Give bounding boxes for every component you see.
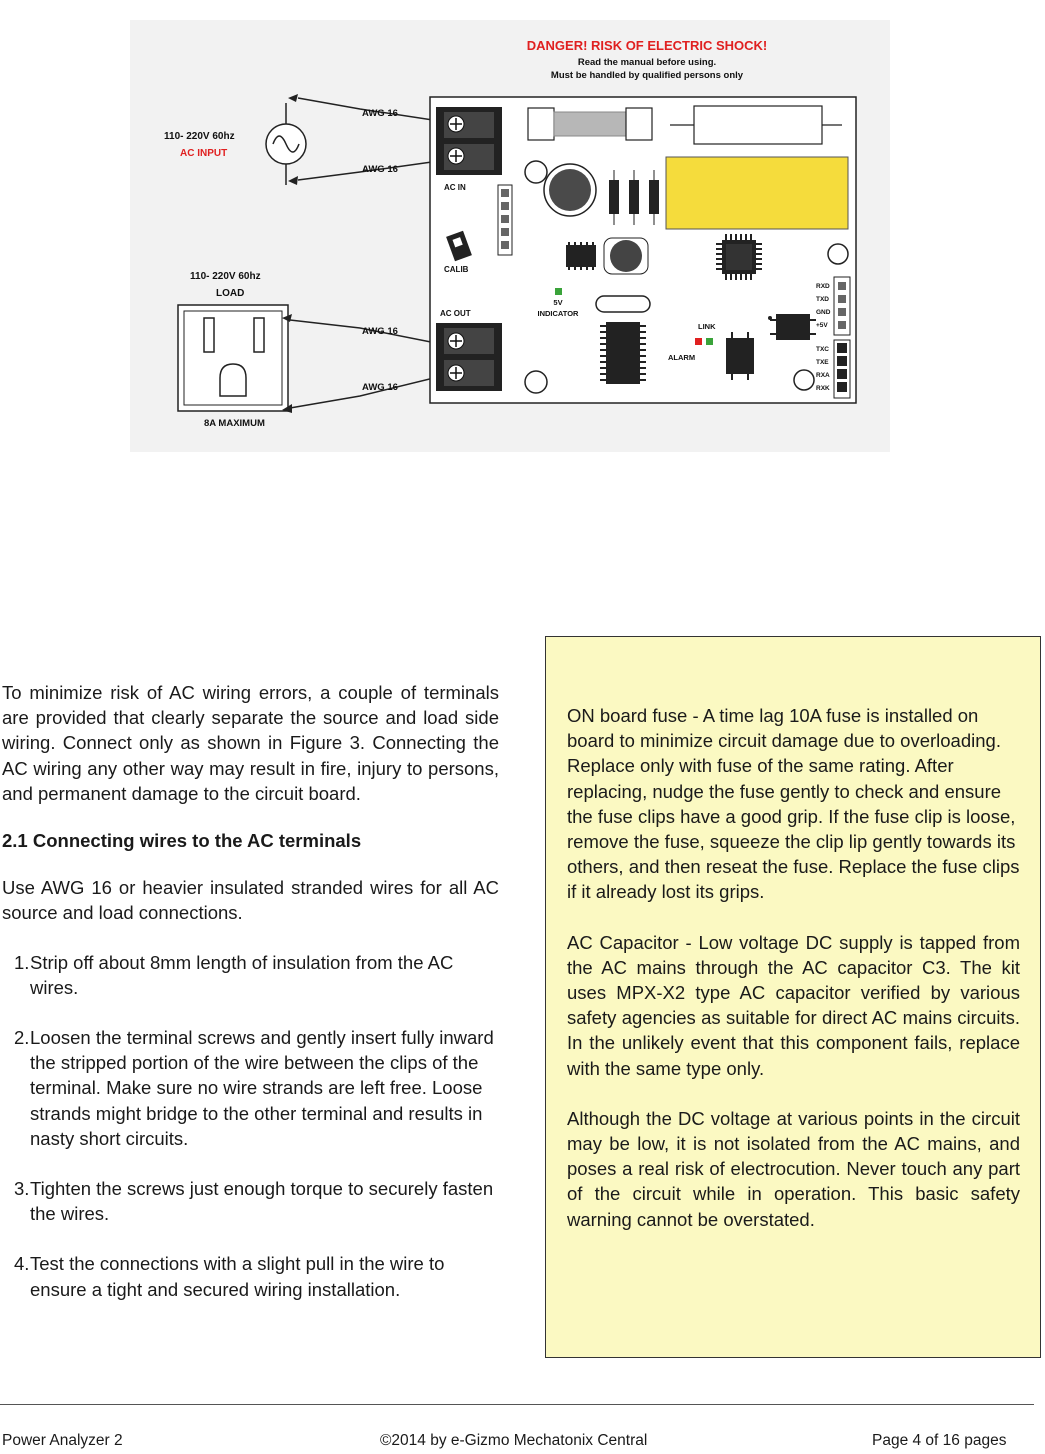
power-resistor: [670, 106, 842, 144]
capacitor-note: AC Capacitor - Low voltage DC supply is tapped from the AC mains through the AC capacitor C3. The kit uses MPX-X2 type AC capacitor verified by various safety agencies as suitable for direct AC mains circuits. In the unlikely event that this component fails, replace with the same type only.: [567, 931, 1020, 1079]
step-number: 4.: [14, 1253, 30, 1275]
pin-header-5: [498, 185, 512, 255]
wiring-diagram-svg: [130, 20, 890, 452]
pin-label-gnd: GND: [816, 309, 831, 316]
mounting-hole: [794, 370, 814, 390]
danger-line-1: Read the manual before using.: [577, 57, 717, 68]
alarm-label: ALARM: [668, 353, 696, 362]
voltage-regulator-ic: [566, 242, 596, 270]
pin-label-rxa: RXA: [816, 372, 830, 379]
step-number: 2.: [14, 1027, 30, 1049]
intro-paragraph: To minimize risk of AC wiring errors, a couple of terminals are provided that clearly separate the source and load side wiring. Connect only as shown in Figure 3. Connecting the AC wiring any other way may result in fire, injury to persons, and permanent damage to the circuit board.: [2, 682, 499, 804]
crystal-oscillator: [596, 296, 650, 312]
list-item: [2, 1251, 499, 1301]
calib-label: CALIB: [444, 265, 469, 274]
led-link: [706, 338, 713, 345]
optocoupler-1: [726, 332, 754, 380]
ac-in-label: AC IN: [444, 183, 466, 192]
ac-out-terminal-block: [436, 323, 502, 391]
danger-line-2: Must be handled by qualified persons only: [550, 70, 744, 81]
section-intro: Use AWG 16 or heavier insulated stranded wires for all AC source and load connections.: [2, 877, 499, 924]
indicator-label: INDICATOR: [537, 309, 579, 318]
fuse-component: [528, 108, 652, 140]
indicator-5v-label: 5V: [553, 298, 563, 307]
pin-label-txe: TXE: [816, 359, 829, 366]
steps-list: [2, 950, 499, 1302]
load-max-label: 8A MAXIMUM: [204, 418, 265, 429]
awg-label: AWG 16: [362, 326, 398, 337]
mounting-hole: [828, 244, 848, 264]
load-voltage-label: 110- 220V 60hz: [190, 271, 261, 282]
warning-note: Although the DC voltage at various points in the circuit may be low, it is not isolated from the AC mains, and poses a real risk of electrocution. Never touch any part of the circuit while in operation. This basic safety warning cannot be overstated.: [567, 1107, 1020, 1230]
pin-label-5v: +5V: [816, 322, 828, 329]
awg-label: AWG 16: [362, 382, 398, 393]
awg-label: AWG 16: [362, 164, 398, 175]
microcontroller-chip: [716, 234, 762, 280]
electrolytic-capacitor: [544, 164, 596, 216]
awg-label: AWG 16: [362, 108, 398, 119]
pin-label-txd: TXD: [816, 296, 829, 303]
input-voltage-label: 110- 220V 60hz: [164, 131, 235, 142]
mounting-hole: [525, 161, 547, 183]
danger-title: DANGER! RISK OF ELECTRIC SHOCK!: [526, 38, 768, 53]
ac-out-label: AC OUT: [440, 309, 471, 318]
pin-label-rxd: RXD: [816, 283, 830, 290]
power-outlet-icon: [178, 305, 288, 411]
footer-copyright: ©2014 by e-Gizmo Mechatonix Central: [380, 1432, 648, 1449]
wiring-diagram-figure: [130, 20, 890, 452]
inductor: [604, 238, 648, 274]
step-text: Test the connections with a slight pull in the wire to ensure a tight and secured wiring installation.: [30, 1253, 445, 1300]
pin-label-txc: TXC: [816, 346, 829, 353]
energy-meter-ic: [600, 322, 646, 384]
pin-label-rxk: RXK: [816, 385, 830, 392]
led-alarm: [695, 338, 702, 345]
step-text: Strip off about 8mm length of insulation from the AC wires.: [30, 951, 454, 998]
list-item: [2, 1025, 499, 1151]
led-5v-indicator: [555, 288, 562, 295]
step-text: Loosen the terminal screws and gently insert fully inward the stripped portion of the wire between the clips of the terminal. Make sure no wire strands are left free. Loose strands might bridge to the other terminal and results in nasty short circuits.: [30, 1027, 494, 1149]
ac-capacitor-c3: [666, 157, 848, 229]
safety-note-box: [545, 636, 1041, 1358]
fuse-note: ON board fuse - A time lag 10A fuse is installed on board to minimize circuit damage due to overloading. Replace only with fuse of the same rating. After replacing, nudge the fuse gently to check and ensure the fuse clips have a good grip. If the fuse clip is loose, remove the fuse, squeeze the clip lip gently towards its others, and then reseat the fuse. Replace the fuse clips if it already lost its grips.: [567, 705, 1020, 903]
section-heading: 2.1 Connecting wires to the AC terminals: [2, 830, 362, 852]
ac-in-terminal-block: [436, 107, 502, 175]
ac-input-label: AC INPUT: [180, 148, 228, 159]
serial-header-bottom: [834, 340, 850, 398]
arrow-left-icon: [288, 176, 298, 185]
load-label: LOAD: [216, 288, 245, 299]
list-item: [2, 950, 499, 1000]
step-number: 1.: [14, 951, 30, 973]
link-label: LINK: [698, 322, 716, 331]
ac-source-icon: [266, 103, 306, 185]
mounting-hole: [525, 371, 547, 393]
footer-divider: [0, 1404, 1034, 1405]
step-number: 3.: [14, 1178, 30, 1200]
list-item: [2, 1176, 499, 1226]
arrow-left-icon: [288, 94, 298, 102]
step-text: Tighten the screws just enough torque to securely fasten the wires.: [30, 1178, 494, 1225]
footer-page-number: Page 4 of 16 pages: [872, 1432, 1007, 1449]
serial-header-top: [834, 277, 850, 335]
body-text-column: [2, 680, 499, 1327]
footer-doc-title: Power Analyzer 2: [2, 1432, 123, 1449]
